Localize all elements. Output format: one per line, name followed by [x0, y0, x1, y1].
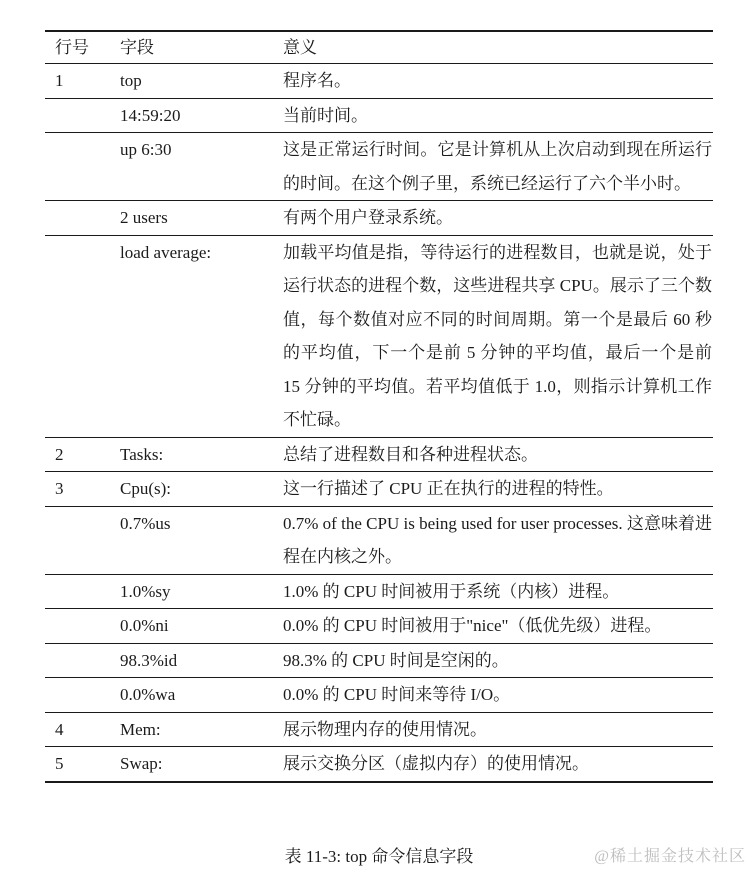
table-row: [45, 64, 713, 99]
cell-row-number: [45, 98, 120, 133]
cell-meaning: 程序名。: [283, 64, 713, 99]
table-row: [45, 472, 713, 507]
cell-row-number: [45, 678, 120, 713]
cell-field: Swap:: [120, 747, 283, 782]
cell-field: 2 users: [120, 201, 283, 236]
cell-meaning: 展示交换分区（虚拟内存）的使用情况。: [283, 747, 713, 782]
cell-field: up 6:30: [120, 133, 283, 201]
table-row: [45, 98, 713, 133]
cell-row-number: 1: [45, 64, 120, 99]
cell-meaning: 98.3% 的 CPU 时间是空闲的。: [283, 643, 713, 678]
cell-meaning: 这是正常运行时间。它是计算机从上次启动到现在所运行的时间。在这个例子里，系统已经运行了六个半小时。: [283, 133, 713, 201]
cell-meaning: 0.0% 的 CPU 时间被用于"nice"（低优先级）进程。: [283, 609, 713, 644]
cell-meaning: 0.7% of the CPU is being used for user processes. 这意味着进程在内核之外。: [283, 506, 713, 574]
top-command-fields-table: [45, 30, 713, 783]
cell-field: 98.3%id: [120, 643, 283, 678]
cell-field: 0.7%us: [120, 506, 283, 574]
cell-row-number: 5: [45, 747, 120, 782]
column-header-row-number: 行号: [45, 31, 120, 64]
cell-meaning: 展示物理内存的使用情况。: [283, 712, 713, 747]
table-row: [45, 201, 713, 236]
cell-meaning: 这一行描述了 CPU 正在执行的进程的特性。: [283, 472, 713, 507]
watermark-text: @稀土掘金技术社区: [594, 848, 746, 865]
cell-field: 14:59:20: [120, 98, 283, 133]
column-header-field: 字段: [120, 31, 283, 64]
cell-field: Mem:: [120, 712, 283, 747]
table-header-row: [45, 31, 713, 64]
cell-meaning: 0.0% 的 CPU 时间来等待 I/O。: [283, 678, 713, 713]
cell-row-number: [45, 609, 120, 644]
column-header-meaning: 意义: [283, 31, 713, 64]
cell-field: load average:: [120, 235, 283, 437]
table-row: [45, 133, 713, 201]
cell-row-number: [45, 133, 120, 201]
cell-meaning: 当前时间。: [283, 98, 713, 133]
cell-field: 0.0%wa: [120, 678, 283, 713]
table-row: [45, 643, 713, 678]
cell-field: 0.0%ni: [120, 609, 283, 644]
cell-row-number: 3: [45, 472, 120, 507]
table-caption: 表 11-3: top 命令信息字段: [284, 847, 474, 866]
cell-row-number: [45, 506, 120, 574]
cell-field: 1.0%sy: [120, 574, 283, 609]
table-row: [45, 678, 713, 713]
table-row: [45, 747, 713, 782]
cell-row-number: [45, 201, 120, 236]
table-row: [45, 712, 713, 747]
cell-field: Tasks:: [120, 437, 283, 472]
cell-row-number: [45, 643, 120, 678]
cell-meaning: 总结了进程数目和各种进程状态。: [283, 437, 713, 472]
cell-field: Cpu(s):: [120, 472, 283, 507]
cell-meaning: 加载平均值是指，等待运行的进程数目，也就是说，处于运行状态的进程个数，这些进程共享 CPU。展示了三个数值，每个数值对应不同的时间周期。第一个是最后 60 秒的平均值，下一个是前 5 分钟的平均值，最后一个是前 15 分钟的平均值。若平均值低于 1.0，则指示计算机工作不忙碌。: [283, 235, 713, 437]
table-row: [45, 609, 713, 644]
cell-row-number: [45, 235, 120, 437]
table-row: [45, 437, 713, 472]
cell-row-number: 4: [45, 712, 120, 747]
table-row: [45, 574, 713, 609]
cell-meaning: 有两个用户登录系统。: [283, 201, 713, 236]
cell-meaning: 1.0% 的 CPU 时间被用于系统（内核）进程。: [283, 574, 713, 609]
cell-row-number: [45, 574, 120, 609]
table-row: [45, 235, 713, 437]
cell-row-number: 2: [45, 437, 120, 472]
cell-field: top: [120, 64, 283, 99]
table-row: [45, 506, 713, 574]
